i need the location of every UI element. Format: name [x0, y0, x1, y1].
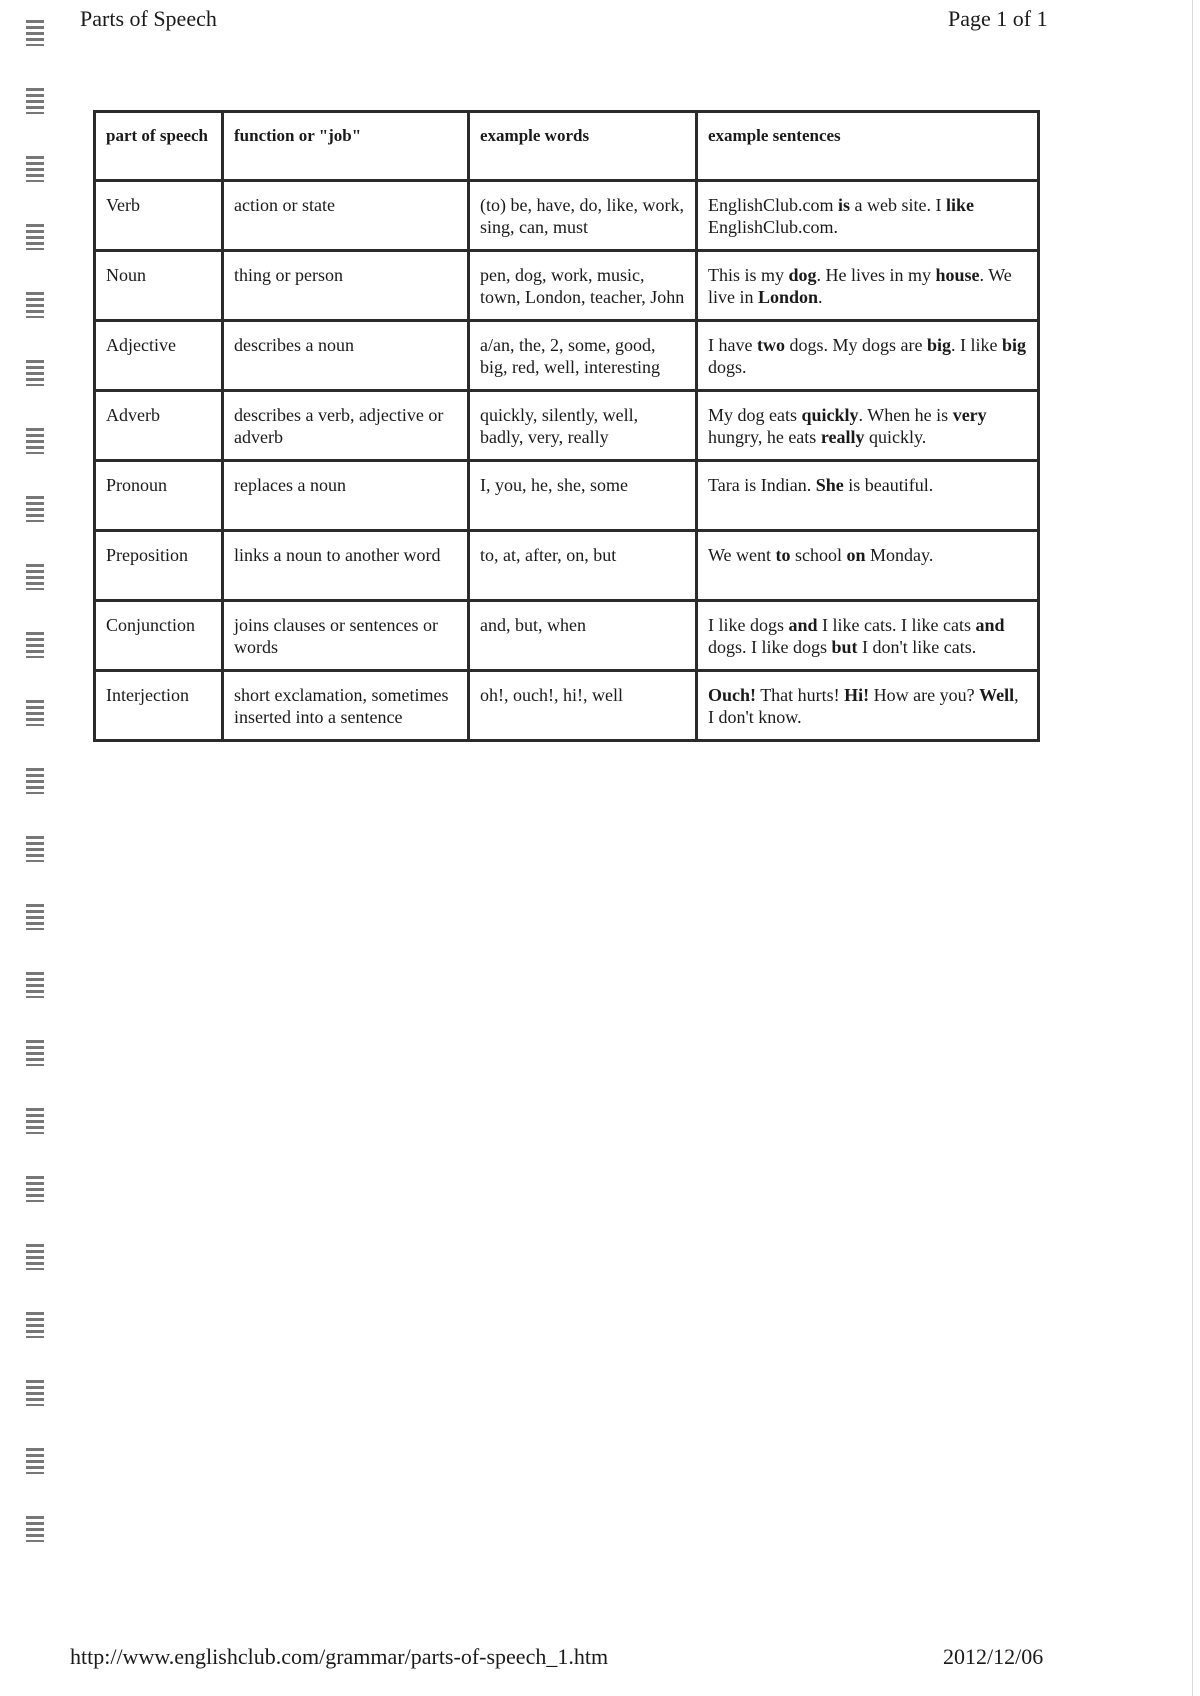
column-header-function: function or "job" — [223, 112, 469, 181]
cell-part-of-speech: Conjunction — [95, 601, 223, 671]
binding-hole-mark — [26, 360, 44, 386]
cell-example-sentences: I like dogs and I like cats. I like cats and dogs. I like dogs but I don't like cats. — [697, 601, 1039, 671]
table-row — [95, 601, 1039, 671]
cell-example-words: quickly, silently, well, badly, very, really — [469, 391, 697, 461]
cell-function: joins clauses or sentences or words — [223, 601, 469, 671]
page-title: Parts of Speech — [80, 6, 217, 31]
table-row — [95, 531, 1039, 601]
cell-function: describes a noun — [223, 321, 469, 391]
cell-example-words: a/an, the, 2, some, good, big, red, well, interesting — [469, 321, 697, 391]
column-header-words: example words — [469, 112, 697, 181]
cell-example-sentences: I have two dogs. My dogs are big. I like big dogs. — [697, 321, 1039, 391]
table-row — [95, 391, 1039, 461]
binding-hole-mark — [26, 1108, 44, 1134]
binding-hole-mark — [26, 496, 44, 522]
table-row — [95, 251, 1039, 321]
cell-example-words: oh!, ouch!, hi!, well — [469, 671, 697, 741]
binding-hole-mark — [26, 224, 44, 250]
source-url: http://www.englishclub.com/grammar/parts-of-speech_1.htm — [70, 1644, 609, 1669]
table-header-row — [95, 112, 1039, 181]
cell-example-sentences: Tara is Indian. She is beautiful. — [697, 461, 1039, 531]
binding-hole-mark — [26, 564, 44, 590]
cell-function: describes a verb, adjective or adverb — [223, 391, 469, 461]
cell-function: replaces a noun — [223, 461, 469, 531]
cell-part-of-speech: Adjective — [95, 321, 223, 391]
cell-example-sentences: We went to school on Monday. — [697, 531, 1039, 601]
binding-hole-mark — [26, 1040, 44, 1066]
table-row — [95, 671, 1039, 741]
cell-part-of-speech: Preposition — [95, 531, 223, 601]
cell-part-of-speech: Adverb — [95, 391, 223, 461]
binding-hole-mark — [26, 836, 44, 862]
binding-hole-mark — [26, 972, 44, 998]
print-date: 2012/12/06 — [943, 1644, 1044, 1669]
binding-hole-mark — [26, 88, 44, 114]
binding-hole-mark — [26, 632, 44, 658]
cell-part-of-speech: Pronoun — [95, 461, 223, 531]
cell-example-words: I, you, he, she, some — [469, 461, 697, 531]
binding-hole-mark — [26, 768, 44, 794]
cell-example-sentences: This is my dog. He lives in my house. We live in London. — [697, 251, 1039, 321]
table-row — [95, 181, 1039, 251]
cell-example-words: to, at, after, on, but — [469, 531, 697, 601]
binding-hole-mark — [26, 904, 44, 930]
cell-function: links a noun to another word — [223, 531, 469, 601]
parts-of-speech-table — [93, 110, 1040, 742]
cell-example-sentences: My dog eats quickly. When he is very hungry, he eats really quickly. — [697, 391, 1039, 461]
page-indicator: Page 1 of 1 — [948, 6, 1048, 31]
cell-example-words: pen, dog, work, music, town, London, teacher, John — [469, 251, 697, 321]
cell-example-words: (to) be, have, do, like, work, sing, can, must — [469, 181, 697, 251]
cell-example-words: and, but, when — [469, 601, 697, 671]
cell-part-of-speech: Noun — [95, 251, 223, 321]
cell-part-of-speech: Verb — [95, 181, 223, 251]
binding-hole-mark — [26, 1312, 44, 1338]
cell-function: action or state — [223, 181, 469, 251]
binding-hole-mark — [26, 20, 44, 46]
binding-hole-mark — [26, 292, 44, 318]
binding-hole-mark — [26, 156, 44, 182]
column-header-sentences: example sentences — [697, 112, 1039, 181]
binding-hole-mark — [26, 1380, 44, 1406]
binding-hole-mark — [26, 1176, 44, 1202]
binding-hole-mark — [26, 700, 44, 726]
table-row — [95, 461, 1039, 531]
scan-binding-margin — [24, 0, 48, 1696]
scan-page-edge — [1192, 0, 1193, 1696]
cell-function: short exclamation, sometimes inserted into a sentence — [223, 671, 469, 741]
cell-example-sentences: EnglishClub.com is a web site. I like EnglishClub.com. — [697, 181, 1039, 251]
cell-example-sentences: Ouch! That hurts! Hi! How are you? Well, I don't know. — [697, 671, 1039, 741]
binding-hole-mark — [26, 1244, 44, 1270]
table-row — [95, 321, 1039, 391]
binding-hole-mark — [26, 1516, 44, 1542]
cell-function: thing or person — [223, 251, 469, 321]
binding-hole-mark — [26, 1448, 44, 1474]
column-header-part: part of speech — [95, 112, 223, 181]
binding-hole-mark — [26, 428, 44, 454]
cell-part-of-speech: Interjection — [95, 671, 223, 741]
